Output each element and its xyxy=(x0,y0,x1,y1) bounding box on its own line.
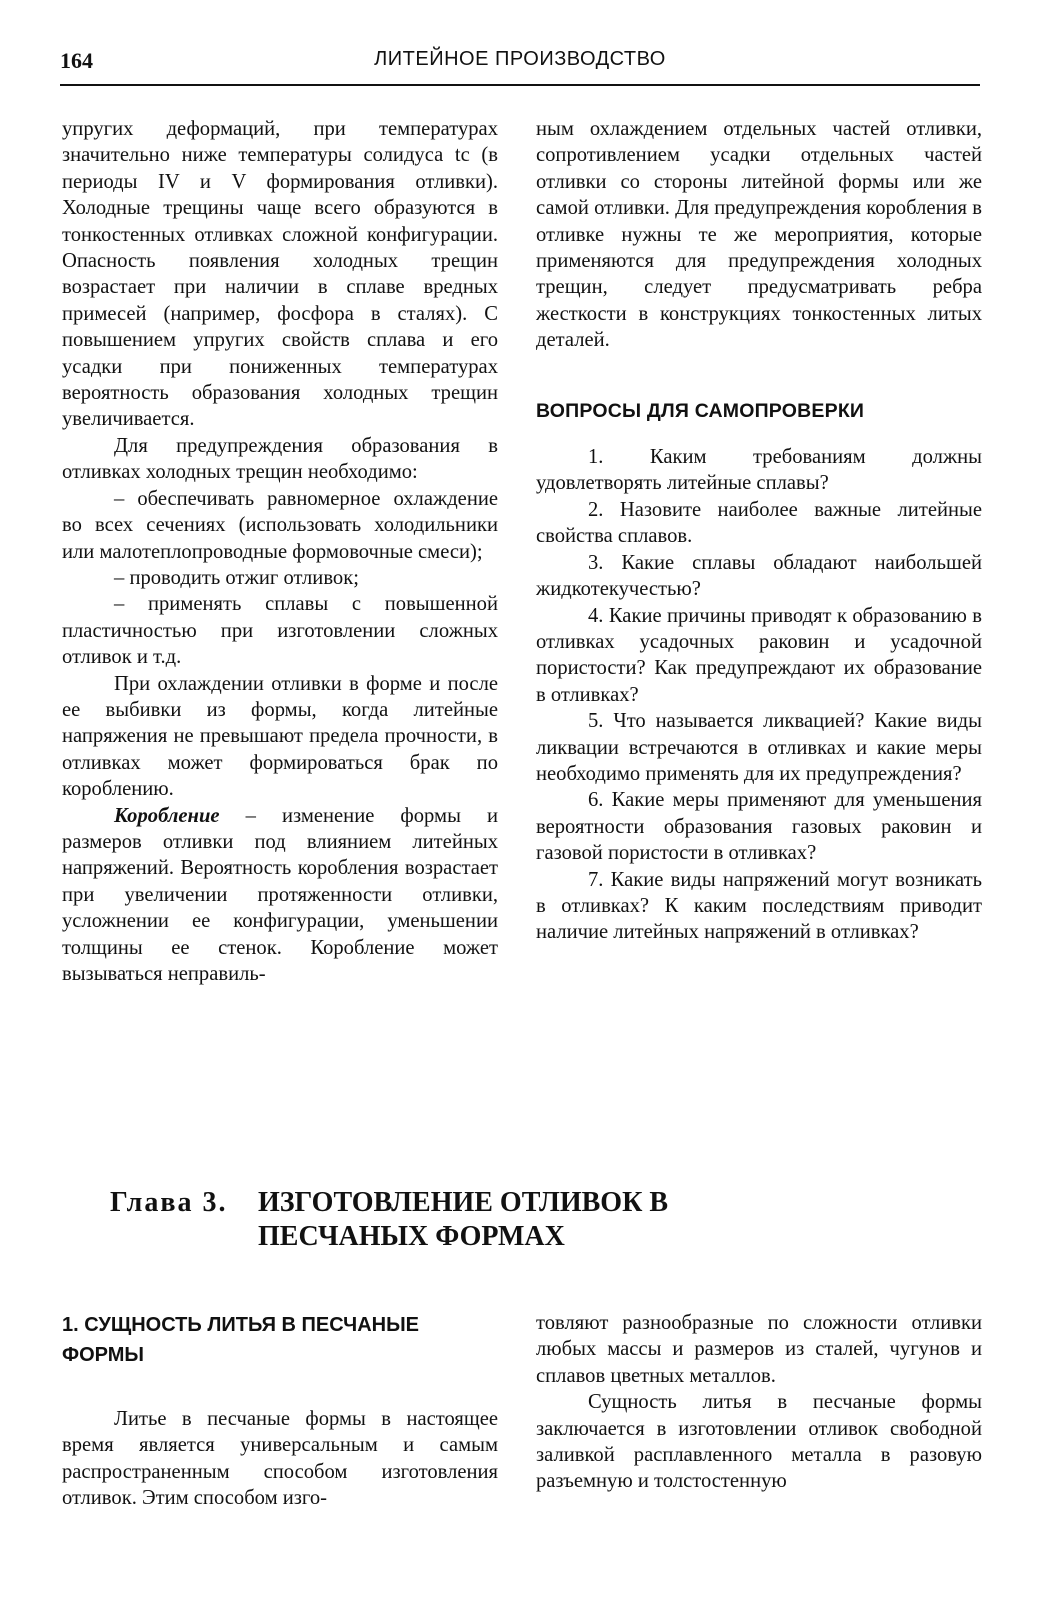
chapter-title-line: ПЕСЧАНЫХ ФОРМАХ xyxy=(258,1221,565,1252)
right-column xyxy=(536,116,982,946)
chapter-title-line: ИЗГОТОВЛЕНИЕ ОТЛИВОК В xyxy=(258,1187,669,1218)
paragraph xyxy=(62,803,498,988)
term-warping: Коробление xyxy=(114,804,220,827)
paragraph: Сущность литья в песчаные формы заключается в изготовлении отливок свободной заливкой расплавленного металла в разовую разъемную и толстостенную xyxy=(536,1391,982,1493)
paragraph: товляют разнообразные по сложности отливки любых массы и размеров из сталей, чугунов и сплавов цветных металлов. xyxy=(536,1312,982,1387)
section-right-column xyxy=(536,1310,982,1495)
chapter-title xyxy=(258,1186,778,1254)
left-column xyxy=(62,116,498,987)
paragraph: Литье в песчаные формы в настоящее время является универсальным и самым распространенным способом изготовления отливок. Этим способом изго- xyxy=(62,1408,498,1510)
paragraph: ным охлаждением отдельных частей отливки, сопротивлением усадки отдельных частей отливки со стороны литейной формы или же самой отливки. Для предупреждения коробления в отливке нужны те же мероприятия, которые применяются для предупреждения холодных трещин, следует предусматривать ребра жесткости в конструкциях тонкостенных литых деталей. xyxy=(536,118,982,352)
question-item: 6. Какие меры применяют для уменьшения вероятности образования газовых раковин и газовой пористости в отливках? xyxy=(536,789,982,865)
list-item: – применять сплавы с повышенной пластичностью при изготовлении сложных отливок и т.д. xyxy=(62,593,498,669)
questions-heading: ВОПРОСЫ ДЛЯ САМОПРОВЕРКИ xyxy=(536,399,865,422)
page-number: 164 xyxy=(60,48,93,73)
chapter-heading xyxy=(110,1186,910,1252)
question-item: 2. Назовите наиболее важные литейные свойства сплавов. xyxy=(536,498,982,548)
question-item: 5. Что называется ликвацией? Какие виды ликвации встречаются в отливках и какие меры необходимо применять для их предупреждения? xyxy=(536,710,982,785)
question-item: 1. Каким требованиям должны удовлетворять литейные сплавы? xyxy=(536,446,982,495)
paragraph: При охлаждении отливки в форме и после ее выбивки из формы, когда литейные напряжения не превышают предела прочности, в отливках может формироваться брак по короблению. xyxy=(62,672,498,801)
paragraph: Для предупреждения образования в отливках холодных трещин необходимо: xyxy=(62,434,498,484)
list-item: – обеспечивать равномерное охлаждение во всех сечениях (использовать холодильники или малотеплопроводные формовочные смеси); xyxy=(62,487,498,563)
section-heading: 1. СУЩНОСТЬ ЛИТЬЯ В ПЕСЧАНЫЕ ФОРМЫ xyxy=(62,1314,420,1366)
running-title: ЛИТЕЙНОЕ ПРОИЗВОДСТВО xyxy=(374,48,666,70)
list-item: – проводить отжиг отливок; xyxy=(114,566,359,589)
chapter-label: Глава 3. xyxy=(110,1187,228,1218)
section-left-column xyxy=(62,1310,498,1512)
question-item: 4. Какие причины приводят к образованию в отливках усадочных раковин и усадочной пористости? Как предупреждают их образование в отливках? xyxy=(536,604,982,706)
question-item: 3. Какие сплавы обладают наибольшей жидкотекучестью? xyxy=(536,551,982,601)
question-item: 7. Какие виды напряжений могут возникать в отливках? К каким последствиям приводит наличие литейных напряжений в отливках? xyxy=(536,868,982,944)
page-header xyxy=(60,44,980,86)
paragraph: упругих деформаций, при температурах значительно ниже температуры солидуса tс (в периоды IV и V формирования отливки). Холодные трещины чаще всего образуются в тонкостенных отливках сложной конфигурации. Опасность появления холодных трещин возрастает при наличии в сплаве вредных примесей (например, фосфора в сталях). С повышением упругих свойств сплава и его усадки при пониженных температурах вероятность образования холодных трещин увеличивается. xyxy=(62,118,498,431)
term-definition: – изменение формы и размеров отливки под влиянием литейных напряжений. Вероятность коробления возрастает при увеличении протяженности отливки, усложнении ее конфигурации, уменьшении толщины ее стенок. Коробление может вызываться неправиль- xyxy=(62,804,498,985)
